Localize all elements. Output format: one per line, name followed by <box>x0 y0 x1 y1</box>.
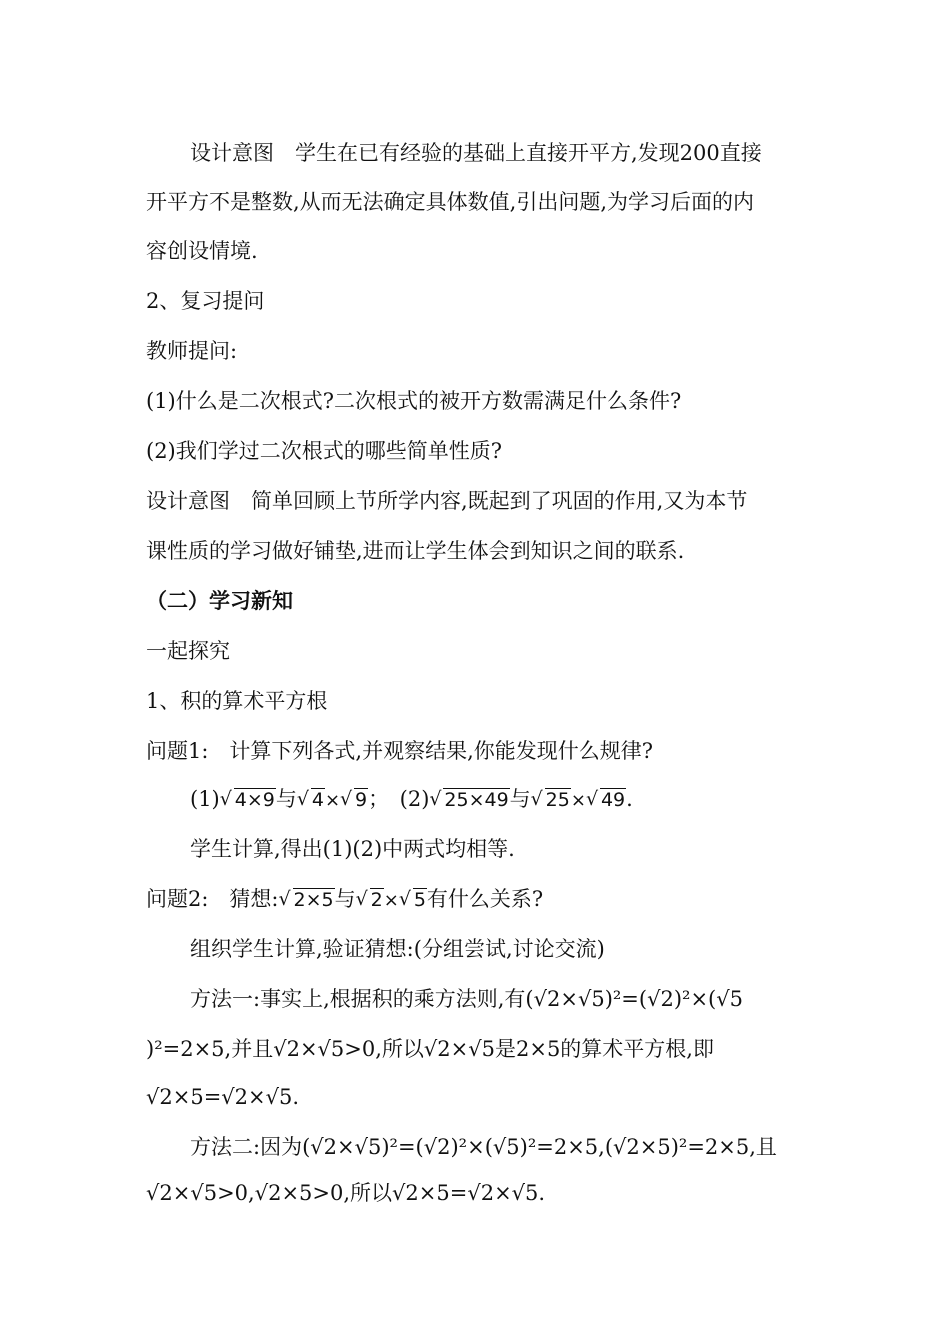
para1-line2: 开平方不是整数,从而无法确定具体数值,引出问题,为学习后面的内 <box>146 190 755 214</box>
problem-2-with: 与 <box>334 887 356 911</box>
calc-p1: (1) <box>190 787 220 811</box>
times-1: × <box>324 790 341 811</box>
radical-2: √ 2 <box>355 888 383 911</box>
explore-label: 一起探究 <box>146 639 230 663</box>
radical-49: √ 49 <box>585 788 626 811</box>
subsection-1: 1、积的算术平方根 <box>146 689 328 713</box>
problem-2 <box>146 886 543 914</box>
radical-4: √ 4 <box>296 788 324 811</box>
question-1: (1)什么是二次根式?二次根式的被开方数需满足什么条件? <box>146 389 682 413</box>
times-2: × <box>570 790 586 811</box>
para2-line2: 课性质的学习做好铺垫,进而让学生体会到知识之间的联系. <box>146 539 685 563</box>
radical-25: √ 25 <box>530 788 570 811</box>
calc-line <box>190 786 633 814</box>
problem-1: 问题1: 计算下列各式,并观察结果,你能发现什么规律? <box>146 739 654 763</box>
para2-line1: 设计意图 简单回顾上节所学内容,既起到了巩固的作用,又为本节 <box>146 489 748 513</box>
problem-2-suffix: 有什么关系? <box>426 887 544 911</box>
section-heading: （二）学习新知 <box>146 589 293 613</box>
calc-sep: ； (2) <box>368 787 430 811</box>
method1-line3: √2×5=√2×√5. <box>146 1085 300 1109</box>
method1-line2: )²=2×5,并且√2×√5>0,所以√2×√5是2×5的算术平方根,即 <box>146 1037 714 1061</box>
radical-5: √ 5 <box>398 888 426 911</box>
calc-with-1: 与 <box>275 787 297 811</box>
radical-2x5: √ 2×5 <box>278 888 334 911</box>
question-2: (2)我们学过二次根式的哪些简单性质? <box>146 439 503 463</box>
problem-2-prefix: 问题2: 猜想: <box>146 887 279 911</box>
times-3: × <box>383 890 399 911</box>
result-line: 学生计算,得出(1)(2)中两式均相等. <box>190 837 515 861</box>
method2-line1: 方法二:因为(√2×√5)²=(√2)²×(√5)²=2×5,(√2×5)²=2×5,且 <box>190 1135 777 1159</box>
method2-line2: √2×√5>0,√2×5>0,所以√2×5=√2×√5. <box>146 1181 546 1205</box>
method1-line1: 方法一:事实上,根据积的乘方法则,有(√2×√5)²=(√2)²×(√5 <box>190 987 743 1011</box>
teacher-question-label: 教师提问: <box>146 339 238 363</box>
para1-line1: 设计意图 学生在已有经验的基础上直接开平方,发现200直接 <box>190 141 762 165</box>
radical-9: √ 9 <box>340 788 368 811</box>
organize-line: 组织学生计算,验证猜想:(分组尝试,讨论交流) <box>190 937 605 961</box>
calc-with-2: 与 <box>509 787 531 811</box>
para1-line3: 容创设情境. <box>146 239 258 263</box>
radical-4x9: √ 4×9 <box>219 788 275 811</box>
radical-25x49: √ 25×49 <box>429 788 509 811</box>
section-2-title: 2、复习提问 <box>146 289 265 313</box>
calc-end: . <box>626 787 633 811</box>
